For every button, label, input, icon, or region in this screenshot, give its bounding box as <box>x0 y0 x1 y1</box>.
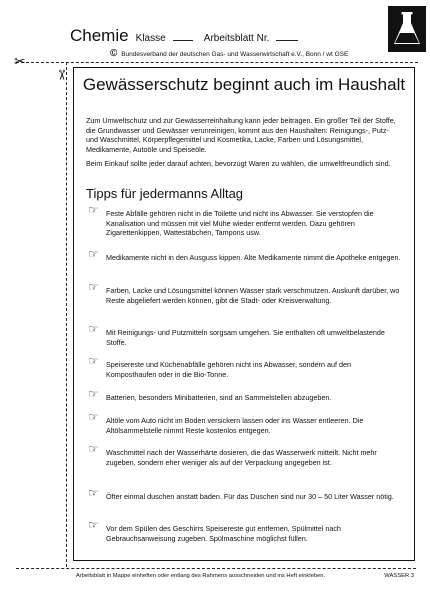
pointing-hand-icon: ☞ <box>88 387 99 401</box>
pointing-hand-icon: ☞ <box>88 280 99 294</box>
tip-text: Vor dem Spülen des Geschirrs Speisereste gut entfernen, Spülmittel nach Gebrauchsanweisung zugeben. Spülmaschine möglichst füllen. <box>106 524 341 543</box>
intro-paragraph-2: Beim Einkauf sollte jeder darauf achten, bevorzugt Waren zu wählen, die umweltfreundlich sind. <box>86 159 391 168</box>
intro-paragraph: Zum Umweltschutz und zur Gewässerreinhaltung kann jeder beitragen. Ein großer Teil der Stoffe, die Grundwasser und Gewässer verunreinigen, kommt aus den Haushalten: Reinigungs-, Putz- und Waschmittel, Körperpflegemittel und Kosmetika, Lacke, Farben und Lösungsmittel, Medikamente, Autoöle und Speiseöle. <box>86 116 396 154</box>
scissors-icon: ✂ <box>53 69 70 81</box>
tip-text: Speisereste und Küchenabfälle gehören nicht ins Abwasser, sondern auf den Komposthaufen oder in die Bio-Tonne. <box>106 360 351 379</box>
pointing-hand-icon: ☞ <box>88 354 99 368</box>
pointing-hand-icon: ☞ <box>88 518 99 532</box>
tip-text: Waschmittel nach der Wasserhärte dosieren, die das Wasserwerk mitteilt. Nicht mehr zugeben, sondern eher weniger als auf der Verpackung angegeben ist. <box>106 448 377 467</box>
class-blank <box>173 30 193 41</box>
tip-text: Feste Abfälle gehören nicht in die Toilette und nicht ins Abwasser. Sie verstopfen die Kanalisation und müssen mit viel Mühe wieder entfernt werden. Dazu gehören Zigarettenkippen, Wattestäbchen, Tampons usw. <box>106 209 374 238</box>
worksheet-header <box>58 24 388 64</box>
tip-text: Medikamente nicht in den Ausguss kippen. Alte Medikamente nimmt die Apotheke entgegen. <box>106 253 401 262</box>
cut-line-left <box>66 62 67 567</box>
pointing-hand-icon: ☞ <box>88 486 99 500</box>
cut-line-bottom <box>16 568 416 569</box>
pointing-hand-icon: ☞ <box>88 203 99 217</box>
copyright-symbol: © <box>110 48 118 59</box>
content-frame <box>73 67 415 561</box>
flask-icon <box>388 6 426 52</box>
copyright-line <box>110 48 348 59</box>
sheet-number-blank <box>276 30 298 41</box>
subject-name: Chemie <box>70 26 129 45</box>
pointing-hand-icon: ☞ <box>88 247 99 261</box>
tip-text: Altöle vom Auto nicht im Boden versickern lassen oder ins Wasser entleeren. Die Altölsammelstelle nimmt Reste kostenlos entgegen. <box>106 416 364 435</box>
tip-text: Mit Reinigungs- und Putzmitteln sorgsam umgehen. Sie enthalten oft umweltbelastende Stoffe. <box>106 328 385 347</box>
tip-text: Batterien, besonders Minibatterien, sind an Sammelstellen abzugeben. <box>106 393 332 402</box>
scissors-icon: ✂ <box>14 53 26 69</box>
tips-heading: Tipps für jedermanns Alltag <box>86 186 244 201</box>
sheet-number-label: Arbeitsblatt Nr. <box>203 33 270 44</box>
class-label: Klasse <box>135 33 166 44</box>
pointing-hand-icon: ☞ <box>88 442 99 456</box>
footer-page-label: WASSER 3 <box>384 573 414 579</box>
pointing-hand-icon: ☞ <box>88 322 99 336</box>
copyright-text: Bundesverband der deutschen Gas- und Wasserwirtschaft e.V., Bonn / wt GSE <box>121 51 349 58</box>
tip-text: Öfter einmal duschen anstatt baden. Für das Duschen sind nur 30 – 50 Liter Wasser nötig. <box>106 492 394 501</box>
footer-instructions: Arbeitsblatt in Mappe einheften oder entlang des Rahmens ausschneiden und ins Heft einkleben. <box>76 573 326 579</box>
pointing-hand-icon: ☞ <box>88 410 99 424</box>
header-line <box>70 26 298 46</box>
cut-line-top <box>16 62 418 63</box>
page-title: Gewässerschutz beginnt auch im Haushalt <box>82 75 406 94</box>
tip-text: Farben, Lacke und Lösungsmittel können Wasser stark verschmutzen. Auskunft darüber, wo Reste abgeliefert werden können, gibt die Stadt- oder Kreisverwaltung. <box>106 286 400 305</box>
